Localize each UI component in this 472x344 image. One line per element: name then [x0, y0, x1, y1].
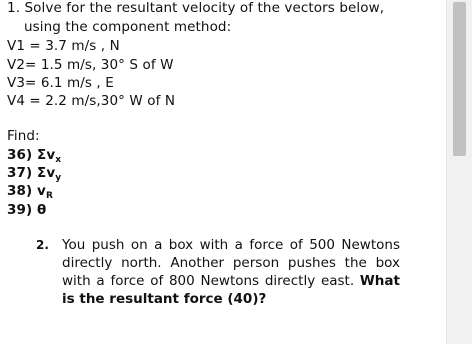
question2-text: You push on a box with a force of 500 Newtons directly north. Another person pushes the box with a force of 800 Newtons directly east. — [62, 237, 400, 289]
question1-number: 1. — [7, 0, 21, 16]
vector-v2: V2= 1.5 m/s, 30° S of W — [7, 57, 174, 73]
find-item-theta: 39) θ — [7, 202, 47, 218]
vertical-scrollbar[interactable] — [446, 0, 472, 344]
question1-intro: Solve for the resultant velocity of the vectors below, — [24, 0, 385, 16]
vector-v4: V4 = 2.2 m/s,30° W of N — [7, 93, 176, 109]
question1-intro-line2: using the component method: — [24, 19, 232, 35]
find-item-vr: 38) $v_R$ — [7, 183, 53, 201]
vector-v1: V1 = 3.7 m/s , N — [7, 38, 120, 54]
question2-body — [62, 236, 400, 308]
find-item-sum-vy: 37) $\Sigma v_y$ — [7, 165, 62, 183]
question1-line1 — [7, 0, 384, 16]
find-label: Find: — [7, 128, 40, 144]
question2-bold-text: What is the resultant force (40)? — [62, 273, 400, 307]
question2-number: 2. — [36, 238, 49, 252]
scrollbar-thumb[interactable] — [453, 2, 466, 156]
find-item-sum-vx: 36) $\Sigma v_x$ — [7, 147, 62, 165]
vector-v3: V3= 6.1 m/s , E — [7, 75, 114, 91]
